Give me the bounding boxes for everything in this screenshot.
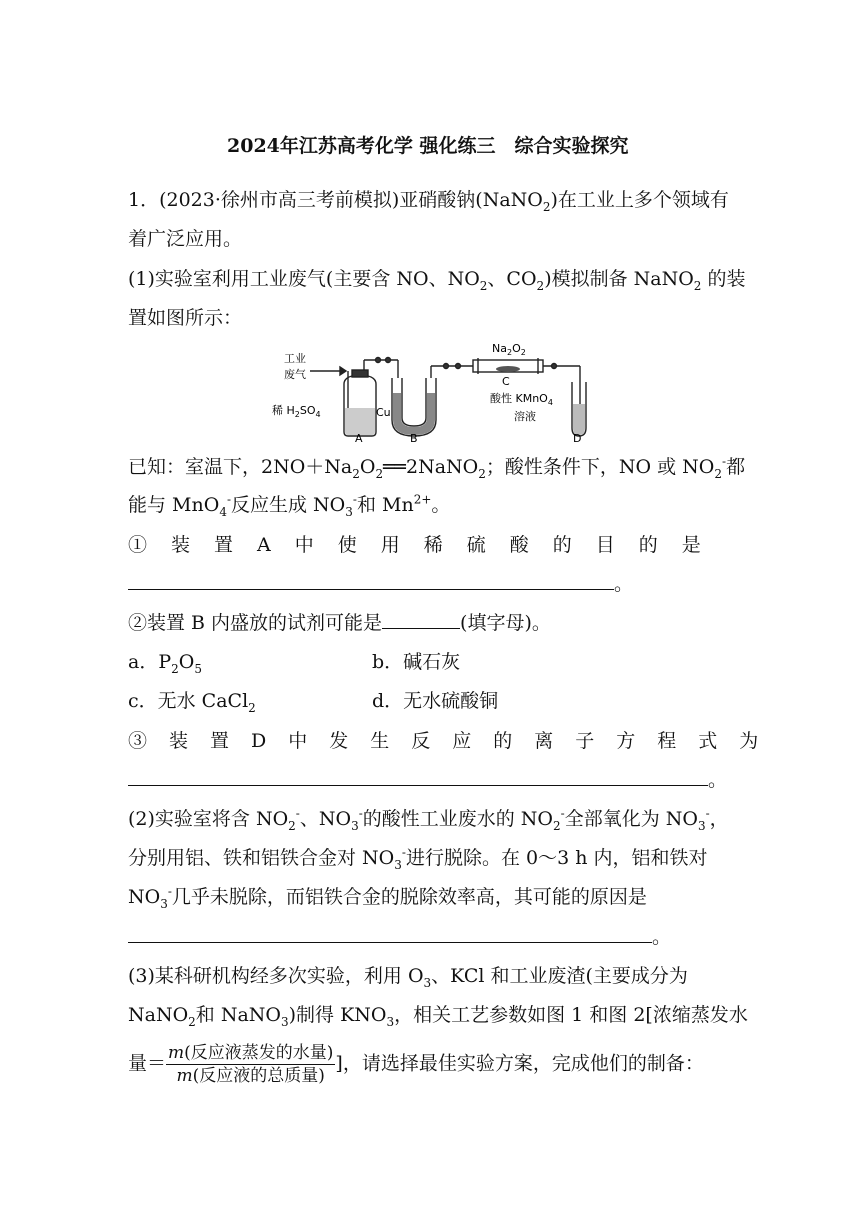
text: (2)实验室将含 NO	[128, 808, 289, 830]
page-title: 2024年江苏高考化学 强化练三 综合实验探究	[227, 135, 629, 157]
text: 。	[614, 573, 634, 595]
text: 分别用铝、铁和铝铁合金对 NO	[128, 847, 395, 869]
subscript: 2	[294, 410, 300, 419]
gas-label-2: 废气	[284, 368, 306, 381]
option-b: b．碱石灰	[372, 651, 461, 673]
superscript: -	[560, 806, 565, 821]
text: 全部氧化为 NO	[564, 808, 698, 830]
text: 。	[652, 926, 672, 948]
text: ；酸性条件下，NO 或 NO	[485, 456, 715, 478]
subscript: 5	[194, 661, 202, 676]
text: ，	[709, 808, 729, 830]
subscript: 2	[506, 348, 513, 357]
text: NO	[128, 886, 161, 908]
option-d: d．无水硫酸铜	[372, 690, 499, 712]
known-line-1	[128, 455, 745, 479]
text: 量＝	[128, 1052, 167, 1075]
text: a．P	[128, 651, 172, 673]
question-1-line-1	[128, 188, 729, 212]
connector	[376, 358, 381, 363]
text: SO	[299, 404, 316, 417]
text: 1．(2023·徐州市高三考前模拟)亚硝酸钠(NaNO	[128, 189, 543, 211]
answer-blank[interactable]	[382, 612, 460, 629]
answer-blank[interactable]	[128, 769, 708, 786]
cu-label: Cu	[376, 406, 391, 419]
answer-line-part-2	[128, 925, 671, 949]
subscript: 2	[536, 278, 545, 293]
text: 反应生成 NO	[231, 494, 346, 516]
superscript: -	[722, 454, 727, 469]
known-line-2	[128, 493, 450, 517]
subscript: 3	[351, 818, 359, 833]
subscript: 3	[697, 818, 706, 833]
text: (1)实验室利用工业废气(主要含 NO、NO	[128, 268, 480, 290]
text: c．无水 CaCl	[128, 690, 249, 712]
text: 能与 MnO	[128, 494, 220, 516]
superscript: -	[226, 492, 232, 507]
superscript: -	[401, 845, 406, 860]
text: )制得 KNO	[288, 1004, 387, 1026]
text: ②装置 B 内盛放的试剂可能是	[128, 612, 383, 634]
option-c	[128, 689, 256, 713]
subscript: 3	[423, 975, 432, 990]
superscript: -	[295, 806, 300, 821]
subscript: 3	[394, 857, 402, 872]
na2o2-powder	[496, 366, 520, 372]
part-3-line-3	[128, 1042, 704, 1087]
text: ══2NaNO	[383, 456, 479, 478]
subscript: 3	[386, 1014, 395, 1029]
text: 。	[431, 494, 451, 516]
text: 、CO	[487, 268, 537, 290]
liquid-a	[345, 408, 375, 435]
kmno4-label-2: 溶液	[514, 410, 536, 423]
text: 和 NaNO	[195, 1004, 281, 1026]
connector	[456, 364, 461, 369]
part-2-line-2	[128, 846, 708, 870]
subscript: 2	[352, 466, 360, 481]
text: 酸性 KMnO	[490, 392, 548, 405]
text: NaNO	[128, 1004, 189, 1026]
superscript: -	[352, 492, 357, 507]
sub-question-2	[128, 611, 551, 635]
u-tube-b-inner	[402, 378, 426, 426]
superscript: 2+	[413, 492, 432, 507]
part-1-line-1	[128, 267, 745, 291]
text: )模拟制备 NaNO	[544, 268, 694, 290]
m-symbol: m	[168, 1043, 185, 1063]
subscript: 3	[160, 896, 168, 911]
text: 的装	[701, 268, 746, 290]
subscript: 3	[281, 1014, 289, 1029]
text: Na	[492, 342, 507, 355]
subscript: 2	[171, 661, 179, 676]
part-3-line-2	[128, 1003, 748, 1027]
gas-label-1: 工业	[284, 352, 306, 365]
text: 、NO	[299, 808, 352, 830]
answer-line-1	[128, 572, 633, 596]
connector	[386, 358, 391, 363]
subscript: 2	[288, 818, 296, 833]
text: 进行脱除。在 0～3 h 内，铝和铁对	[405, 847, 708, 869]
part-3-line-1	[128, 964, 688, 988]
text: (反应液蒸发的水量)	[184, 1043, 334, 1063]
subscript: 4	[219, 504, 227, 519]
subscript: 3	[345, 504, 353, 519]
fraction-numerator	[166, 1042, 335, 1065]
text: (3)某科研机构经多次实验，利用 O	[128, 965, 424, 987]
subscript: 2	[520, 348, 526, 357]
part-1-line-2: 置如图所示：	[128, 307, 243, 329]
superscript: -	[358, 806, 363, 821]
subscript: 4	[315, 410, 321, 419]
text: 和 Mn	[356, 494, 414, 516]
connector	[444, 364, 449, 369]
answer-blank[interactable]	[128, 573, 614, 590]
text: ]，请选择最佳实验方案，完成他们的制备：	[335, 1052, 704, 1075]
superscript: -	[705, 806, 710, 821]
text: O	[512, 342, 521, 355]
fraction-denominator	[166, 1065, 335, 1087]
text: 的酸性工业废水的 NO	[362, 808, 554, 830]
subscript: 2	[714, 466, 722, 481]
text: 都	[726, 456, 746, 478]
text: 。	[708, 769, 728, 791]
sub-question-3: ③装置D中发生反应的离子方程式为	[128, 730, 781, 752]
subscript: 2	[542, 199, 551, 214]
text: 几乎未脱除，而铝铁合金的脱除效率高，其可能的原因是	[171, 886, 647, 908]
part-2-line-1	[128, 807, 729, 831]
answer-line-3	[128, 768, 727, 792]
label-a: A	[355, 432, 363, 444]
part-2-line-3	[128, 885, 647, 909]
text: (反应液的总质量)	[192, 1066, 325, 1086]
text: 已知：室温下，2NO＋Na	[128, 456, 353, 478]
m-symbol: m	[176, 1066, 193, 1086]
connector	[552, 364, 557, 369]
answer-blank[interactable]	[128, 926, 652, 943]
u-tube-b-fill	[393, 393, 435, 435]
subscript: 2	[479, 278, 488, 293]
label-d: D	[573, 432, 582, 444]
subscript: 2	[693, 278, 702, 293]
text: O	[359, 456, 376, 478]
subscript: 2	[188, 1014, 196, 1029]
text: 、KCl 和工业废渣(主要成分为	[431, 965, 688, 987]
text: )在工业上多个领域有	[550, 189, 729, 211]
subscript: 2	[375, 466, 384, 481]
subscript: 2	[478, 466, 486, 481]
kmno4-label	[490, 391, 553, 407]
text: (填字母)。	[460, 612, 551, 634]
question-1-line-2: 着广泛应用。	[128, 228, 243, 250]
apparatus-figure	[268, 338, 598, 444]
option-a	[128, 650, 202, 674]
liquid-d	[573, 404, 585, 435]
text: ，相关工艺参数如图 1 和图 2[浓缩蒸发水	[394, 1004, 748, 1026]
reagent-label	[492, 342, 526, 357]
bottle-a-stopper	[352, 370, 368, 377]
text: O	[178, 651, 195, 673]
subscript: 4	[547, 398, 553, 407]
fraction	[166, 1042, 335, 1087]
subscript: 2	[248, 700, 256, 715]
label-c: C	[502, 375, 510, 388]
subscript: 2	[553, 818, 561, 833]
label-b: B	[410, 432, 418, 444]
superscript: -	[167, 884, 172, 899]
text: 稀 H	[272, 404, 295, 417]
sub-question-1: ①装置A中使用稀硫酸的目的是	[128, 534, 725, 556]
acid-label	[272, 403, 321, 419]
arrow-head	[340, 367, 346, 375]
